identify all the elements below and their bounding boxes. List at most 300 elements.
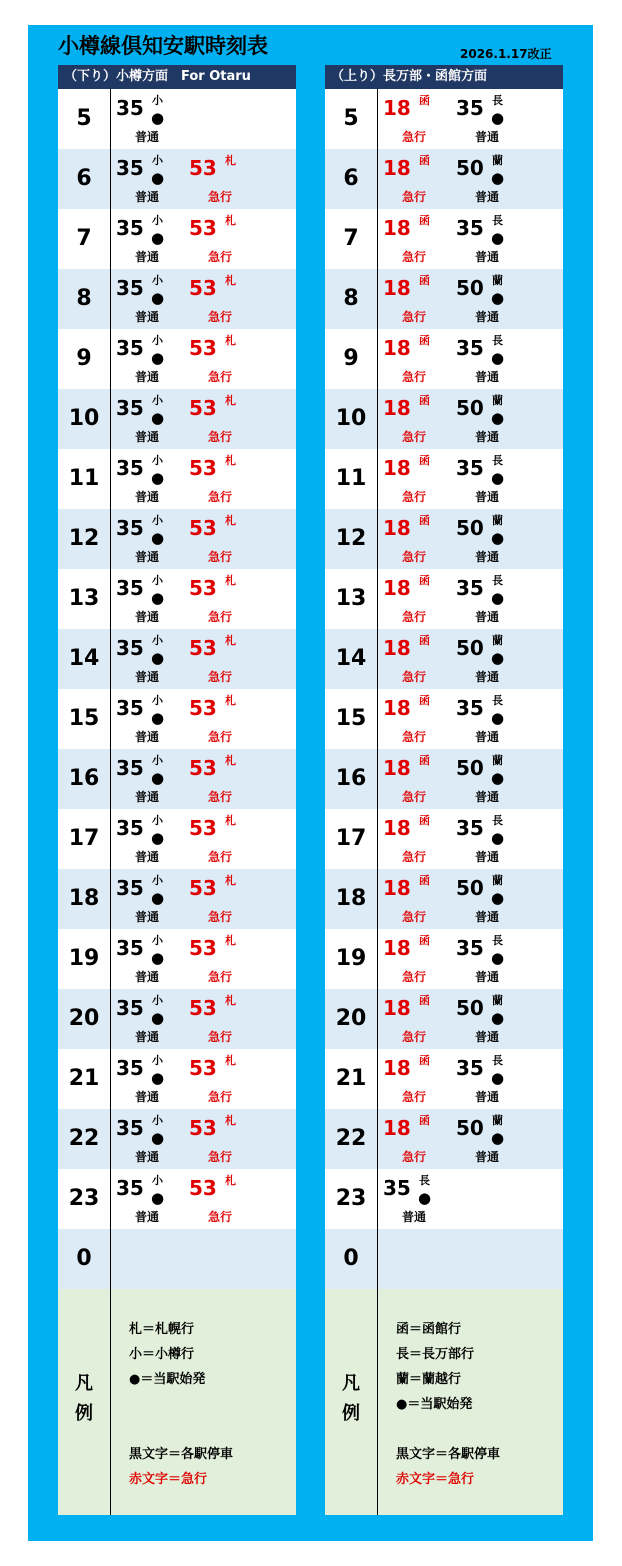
timetable-row — [58, 749, 296, 809]
origin-dot-icon: ● — [151, 769, 165, 787]
destination-mark: 函 — [419, 94, 430, 107]
timetable-row — [58, 989, 296, 1049]
train-departure — [189, 689, 261, 749]
departure-minute: 50 — [456, 276, 484, 300]
departures-cell — [111, 1109, 296, 1169]
revision-date: 2026.1.17改正 — [460, 47, 552, 61]
train-type: 普通 — [135, 310, 160, 324]
train-type: 急行 — [208, 850, 233, 864]
hour-cell: 13 — [58, 569, 111, 629]
train-departure — [189, 869, 261, 929]
departures-cell — [378, 89, 563, 149]
destination-mark: 長 — [492, 694, 503, 707]
legend-line: 札＝札幌行 — [129, 1322, 195, 1337]
train-type: 普通 — [402, 1210, 427, 1224]
departure-minute: 18 — [383, 516, 411, 540]
train-departure — [383, 89, 455, 149]
train-type: 普通 — [135, 190, 160, 204]
destination-mark: 札 — [225, 754, 236, 767]
departure-minute: 35 — [116, 516, 144, 540]
destination-mark: 小 — [152, 94, 163, 107]
destination-mark: 小 — [152, 574, 163, 587]
timetable-row — [325, 1229, 563, 1289]
destination-mark: 札 — [225, 214, 236, 227]
hour-cell: 12 — [325, 509, 378, 569]
destination-mark: 札 — [225, 154, 236, 167]
hour-cell: 5 — [325, 89, 378, 149]
departure-minute: 35 — [116, 876, 144, 900]
train-departure — [189, 509, 261, 569]
train-departure — [456, 1109, 528, 1169]
train-type: 普通 — [135, 850, 160, 864]
departures-cell — [111, 389, 296, 449]
destination-mark: 長 — [492, 214, 503, 227]
train-departure — [456, 809, 528, 869]
train-departure — [116, 569, 188, 629]
hour-cell: 7 — [58, 209, 111, 269]
origin-dot-icon: ● — [151, 1069, 165, 1087]
hour-cell: 8 — [325, 269, 378, 329]
train-type: 普通 — [475, 1150, 500, 1164]
departure-minute: 35 — [383, 1176, 411, 1200]
timetable-row — [325, 569, 563, 629]
train-departure — [189, 209, 261, 269]
origin-dot-icon: ● — [151, 289, 165, 307]
train-type: 普通 — [475, 550, 500, 564]
outbound-legend — [58, 1289, 296, 1515]
origin-dot-icon: ● — [491, 409, 505, 427]
train-type: 急行 — [402, 190, 427, 204]
train-departure — [383, 269, 455, 329]
departures-cell — [378, 569, 563, 629]
departure-minute: 35 — [116, 156, 144, 180]
hour-cell: 9 — [325, 329, 378, 389]
train-departure — [116, 149, 188, 209]
train-departure — [383, 209, 455, 269]
destination-mark: 札 — [225, 574, 236, 587]
departure-minute: 18 — [383, 756, 411, 780]
train-departure — [383, 809, 455, 869]
departures-cell — [111, 809, 296, 869]
departure-minute: 35 — [116, 996, 144, 1020]
timetable-row — [325, 389, 563, 449]
destination-mark: 長 — [492, 934, 503, 947]
destination-mark: 長 — [492, 1054, 503, 1067]
departure-minute: 35 — [116, 216, 144, 240]
departure-minute: 18 — [383, 936, 411, 960]
train-departure — [456, 269, 528, 329]
timetable-row — [58, 1049, 296, 1109]
train-type: 急行 — [402, 970, 427, 984]
departures-cell — [378, 509, 563, 569]
departure-minute: 53 — [189, 1056, 217, 1080]
train-type: 普通 — [135, 130, 160, 144]
train-type: 普通 — [135, 790, 160, 804]
departures-cell — [111, 269, 296, 329]
train-departure — [116, 209, 188, 269]
departure-minute: 35 — [116, 1116, 144, 1140]
destination-mark: 小 — [152, 214, 163, 227]
hour-cell: 16 — [58, 749, 111, 809]
origin-dot-icon: ● — [491, 109, 505, 127]
train-type: 急行 — [208, 250, 233, 264]
destination-mark: 小 — [152, 874, 163, 887]
destination-mark: 函 — [419, 934, 430, 947]
train-type: 急行 — [402, 250, 427, 264]
origin-dot-icon: ● — [491, 769, 505, 787]
timetable-row — [58, 569, 296, 629]
train-departure — [456, 389, 528, 449]
departures-cell — [111, 1049, 296, 1109]
departure-minute: 53 — [189, 216, 217, 240]
train-departure — [189, 149, 261, 209]
departure-minute: 35 — [456, 216, 484, 240]
hour-cell: 10 — [58, 389, 111, 449]
timetable-row — [325, 989, 563, 1049]
train-departure — [383, 329, 455, 389]
train-type: 急行 — [402, 610, 427, 624]
train-departure — [456, 569, 528, 629]
origin-dot-icon: ● — [151, 1129, 165, 1147]
train-type: 急行 — [402, 490, 427, 504]
departure-minute: 53 — [189, 396, 217, 420]
departure-minute: 18 — [383, 1116, 411, 1140]
train-departure — [116, 749, 188, 809]
destination-mark: 蘭 — [492, 394, 503, 407]
train-departure — [383, 689, 455, 749]
train-type: 急行 — [402, 790, 427, 804]
departures-cell — [378, 1169, 563, 1229]
train-type: 普通 — [475, 790, 500, 804]
train-type: 普通 — [475, 190, 500, 204]
departures-cell — [111, 149, 296, 209]
train-type: 急行 — [208, 1030, 233, 1044]
train-departure — [116, 1049, 188, 1109]
train-departure — [189, 809, 261, 869]
departure-minute: 50 — [456, 156, 484, 180]
destination-mark: 蘭 — [492, 154, 503, 167]
origin-dot-icon: ● — [491, 1129, 505, 1147]
origin-dot-icon: ● — [151, 469, 165, 487]
train-type: 普通 — [135, 610, 160, 624]
departure-minute: 53 — [189, 816, 217, 840]
train-type: 急行 — [402, 910, 427, 924]
destination-mark: 函 — [419, 154, 430, 167]
train-type: 急行 — [208, 310, 233, 324]
departure-minute: 35 — [116, 1176, 144, 1200]
legend-line: 黒文字＝各駅停車 — [396, 1447, 501, 1462]
destination-mark: 函 — [419, 394, 430, 407]
legend-line — [129, 1392, 296, 1417]
train-departure — [116, 449, 188, 509]
destination-mark: 函 — [419, 694, 430, 707]
hour-cell: 15 — [325, 689, 378, 749]
origin-dot-icon: ● — [151, 589, 165, 607]
timetable-row — [325, 149, 563, 209]
destination-mark: 函 — [419, 1114, 430, 1127]
departure-minute: 18 — [383, 216, 411, 240]
destination-mark: 長 — [492, 94, 503, 107]
train-type: 普通 — [475, 730, 500, 744]
train-type: 急行 — [402, 430, 427, 444]
train-type: 普通 — [475, 430, 500, 444]
train-type: 急行 — [208, 1210, 233, 1224]
outbound-column — [58, 65, 296, 1515]
train-departure — [383, 149, 455, 209]
origin-dot-icon: ● — [151, 409, 165, 427]
legend-label: 凡 例 — [325, 1289, 378, 1515]
destination-mark: 蘭 — [492, 994, 503, 1007]
train-type: 普通 — [475, 1030, 500, 1044]
hour-cell: 23 — [58, 1169, 111, 1229]
legend-line — [396, 1417, 563, 1442]
train-departure — [383, 749, 455, 809]
train-type: 普通 — [475, 850, 500, 864]
origin-dot-icon: ● — [491, 289, 505, 307]
inbound-column — [325, 65, 563, 1515]
departure-minute: 53 — [189, 1176, 217, 1200]
departures-cell — [378, 1109, 563, 1169]
train-type: 普通 — [475, 130, 500, 144]
timetable-row — [325, 1109, 563, 1169]
departure-minute: 50 — [456, 636, 484, 660]
timetable-row — [58, 149, 296, 209]
departures-cell — [111, 569, 296, 629]
destination-mark: 小 — [152, 1114, 163, 1127]
timetable-row — [325, 89, 563, 149]
timetable-row — [325, 689, 563, 749]
train-departure — [189, 1049, 261, 1109]
timetable-row — [325, 809, 563, 869]
origin-dot-icon: ● — [491, 649, 505, 667]
timetable-row — [58, 809, 296, 869]
origin-dot-icon: ● — [151, 349, 165, 367]
train-type: 普通 — [135, 1210, 160, 1224]
train-departure — [189, 449, 261, 509]
departures-cell — [111, 629, 296, 689]
hour-cell: 5 — [58, 89, 111, 149]
destination-mark: 札 — [225, 694, 236, 707]
train-type: 急行 — [208, 1150, 233, 1164]
hour-cell: 23 — [325, 1169, 378, 1229]
origin-dot-icon: ● — [491, 349, 505, 367]
timetable-row — [58, 209, 296, 269]
departure-minute: 35 — [456, 936, 484, 960]
timetable-row — [58, 509, 296, 569]
hour-cell: 0 — [58, 1229, 111, 1289]
hour-cell: 6 — [58, 149, 111, 209]
legend-label: 凡 例 — [58, 1289, 111, 1515]
timetable-row — [58, 1109, 296, 1169]
departure-minute: 35 — [116, 756, 144, 780]
destination-mark: 小 — [152, 754, 163, 767]
train-type: 急行 — [402, 1090, 427, 1104]
train-departure — [116, 329, 188, 389]
hour-cell: 11 — [325, 449, 378, 509]
destination-mark: 函 — [419, 994, 430, 1007]
train-departure — [189, 989, 261, 1049]
train-type: 急行 — [402, 130, 427, 144]
destination-mark: 小 — [152, 814, 163, 827]
departure-minute: 35 — [116, 336, 144, 360]
destination-mark: 函 — [419, 754, 430, 767]
departures-cell — [111, 1169, 296, 1229]
train-departure — [456, 89, 528, 149]
departure-minute: 50 — [456, 516, 484, 540]
departure-minute: 18 — [383, 396, 411, 420]
train-departure — [383, 629, 455, 689]
train-type: 普通 — [135, 910, 160, 924]
timetable-row — [325, 509, 563, 569]
train-departure — [456, 209, 528, 269]
timetable-row — [325, 749, 563, 809]
destination-mark: 札 — [225, 934, 236, 947]
departure-minute: 35 — [456, 696, 484, 720]
destination-mark: 蘭 — [492, 634, 503, 647]
departure-minute: 35 — [116, 396, 144, 420]
departure-minute: 18 — [383, 336, 411, 360]
train-departure — [383, 1169, 455, 1229]
train-type: 急行 — [402, 730, 427, 744]
departures-cell — [378, 1049, 563, 1109]
departures-cell — [378, 629, 563, 689]
origin-dot-icon: ● — [151, 229, 165, 247]
destination-mark: 函 — [419, 334, 430, 347]
origin-dot-icon: ● — [491, 709, 505, 727]
origin-dot-icon: ● — [491, 889, 505, 907]
train-type: 普通 — [135, 1150, 160, 1164]
destination-mark: 長 — [492, 574, 503, 587]
timetable-row — [325, 1169, 563, 1229]
train-departure — [456, 1049, 528, 1109]
destination-mark: 函 — [419, 1054, 430, 1067]
train-type: 急行 — [402, 370, 427, 384]
destination-mark: 長 — [492, 454, 503, 467]
departures-cell — [378, 149, 563, 209]
train-departure — [383, 509, 455, 569]
train-type: 普通 — [475, 490, 500, 504]
departure-minute: 18 — [383, 876, 411, 900]
origin-dot-icon: ● — [491, 829, 505, 847]
timetable-row — [325, 929, 563, 989]
train-departure — [383, 569, 455, 629]
hour-cell: 20 — [325, 989, 378, 1049]
hour-cell: 7 — [325, 209, 378, 269]
train-type: 普通 — [135, 490, 160, 504]
hour-cell: 8 — [58, 269, 111, 329]
timetable-row — [58, 869, 296, 929]
departure-minute: 35 — [116, 576, 144, 600]
train-departure — [116, 689, 188, 749]
train-departure — [189, 389, 261, 449]
hour-cell: 20 — [58, 989, 111, 1049]
departure-minute: 18 — [383, 816, 411, 840]
train-type: 普通 — [135, 970, 160, 984]
train-type: 急行 — [402, 670, 427, 684]
train-type: 普通 — [135, 370, 160, 384]
train-type: 普通 — [475, 670, 500, 684]
departures-cell — [111, 209, 296, 269]
hour-cell: 9 — [58, 329, 111, 389]
timetable-row — [325, 269, 563, 329]
train-type: 急行 — [208, 1090, 233, 1104]
destination-mark: 蘭 — [492, 754, 503, 767]
hour-cell: 18 — [58, 869, 111, 929]
train-departure — [189, 929, 261, 989]
departure-minute: 53 — [189, 1116, 217, 1140]
departure-minute: 18 — [383, 456, 411, 480]
train-type: 急行 — [402, 850, 427, 864]
departure-minute: 53 — [189, 336, 217, 360]
train-type: 急行 — [208, 970, 233, 984]
departures-cell — [111, 1229, 296, 1289]
train-type: 急行 — [208, 790, 233, 804]
departure-minute: 35 — [116, 816, 144, 840]
train-departure — [456, 149, 528, 209]
train-type: 急行 — [208, 490, 233, 504]
train-type: 急行 — [208, 910, 233, 924]
hour-cell: 21 — [325, 1049, 378, 1109]
hour-cell: 19 — [58, 929, 111, 989]
departures-cell — [111, 689, 296, 749]
train-departure — [116, 809, 188, 869]
train-type: 急行 — [402, 1150, 427, 1164]
departures-cell — [111, 989, 296, 1049]
departure-minute: 50 — [456, 996, 484, 1020]
legend-line: 赤文字＝急行 — [129, 1472, 208, 1487]
departure-minute: 35 — [456, 456, 484, 480]
train-departure — [456, 689, 528, 749]
departure-minute: 53 — [189, 936, 217, 960]
departure-minute: 18 — [383, 156, 411, 180]
departures-cell — [111, 749, 296, 809]
train-departure — [383, 869, 455, 929]
train-type: 普通 — [475, 370, 500, 384]
timetable-row — [58, 89, 296, 149]
origin-dot-icon: ● — [151, 169, 165, 187]
timetable-row — [58, 929, 296, 989]
destination-mark: 小 — [152, 634, 163, 647]
destination-mark: 蘭 — [492, 274, 503, 287]
train-type: 普通 — [135, 430, 160, 444]
departure-minute: 35 — [456, 96, 484, 120]
departure-minute: 53 — [189, 516, 217, 540]
origin-dot-icon: ● — [491, 949, 505, 967]
train-type: 急行 — [208, 550, 233, 564]
timetable-row — [58, 449, 296, 509]
train-type: 普通 — [135, 550, 160, 564]
destination-mark: 小 — [152, 154, 163, 167]
destination-mark: 小 — [152, 994, 163, 1007]
departure-minute: 35 — [116, 696, 144, 720]
outbound-rows — [58, 89, 296, 1289]
train-type: 急行 — [402, 310, 427, 324]
train-departure — [116, 629, 188, 689]
legend-line: 黒文字＝各駅停車 — [129, 1447, 234, 1462]
train-type: 急行 — [208, 730, 233, 744]
hour-cell: 0 — [325, 1229, 378, 1289]
train-departure — [189, 1169, 261, 1229]
hour-cell: 13 — [325, 569, 378, 629]
departure-minute: 53 — [189, 576, 217, 600]
legend-line: 赤文字＝急行 — [396, 1472, 475, 1487]
timetable-row — [58, 1169, 296, 1229]
destination-mark: 函 — [419, 454, 430, 467]
departures-cell — [111, 929, 296, 989]
train-type: 普通 — [135, 1030, 160, 1044]
departures-cell — [378, 1229, 563, 1289]
train-type: 普通 — [135, 250, 160, 264]
